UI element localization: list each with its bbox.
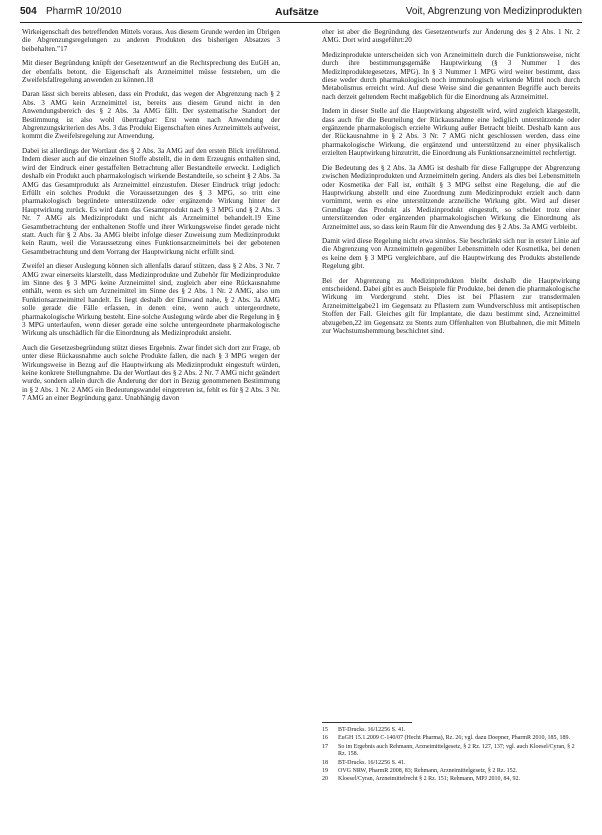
- paragraph: Medizinprodukte unterscheiden sich von Arzneimitteln durch die Funktionsweise, nicht durch ihre bestimmungsgemäße Hauptwirkung (§ 3 Nummer 1 des Medizinproduktegesetzes, MPG). In § 3 Nummer 1 MPG wird weiter bestimmt, dass diese weder durch pharmakologisch noch immunologisch wirkende Mittel noch durch Metabolismus erreicht wird. Auf diese Weise sind die genannten Begriffe auch bereits nach derzeit geltendem Recht maßgeblich für die Einordnung als Arzneimittel.: [322, 50, 580, 101]
- page-header: [20, 4, 582, 22]
- footnotes: [322, 727, 580, 785]
- footnote: [322, 735, 580, 742]
- paragraph: Auch die Gesetzesbegründung stützt dieses Ergebnis. Zwar findet sich dort zur Frage, ob unter diese Rückausnahme auch solche Produkte fallen, die nach § 3 MPG wegen der Wirkungsweise in Bezug auf die Hauptwirkung als Medizinprodukt eingestuft würden, keine konkrete Stellungnahme. Da der Wortlaut des § 2 Abs. 2 Nr. 7 AMG nicht geändert wurde, sondern allein durch die Änderung der dort in Bezug genommenen Bestimmung in § 2 Abs. 1 Nr. 2 AMG ein Bedeutungswandel eingetreten ist, fehlt es für § 2 Abs. 3 Nr. 7 AMG an einer Begründung ganz. Unabhängig davon: [22, 343, 280, 403]
- paragraph: eher ist aber die Begründung des Gesetzentwurfs zur Änderung des § 2 Abs. 1 Nr. 2 AMG. Dort wird ausgeführt:20: [322, 28, 580, 45]
- footnote-number: 17: [322, 743, 328, 750]
- footnote-text: BT-Drucks. 16/12256 S. 41.: [338, 759, 406, 766]
- footnote-number: 19: [322, 768, 328, 775]
- paragraph: Zweifel an dieser Auslegung können sich allenfalls darauf stützen, dass § 2 Abs. 3 Nr. 7 AMG zwar einerseits klarstellt, dass Medizinprodukte und Zubehör für Medizinprodukte im Sinne des § 3 MPG keine Arzneimittel sind, zugleich aber eine Rückausnahme enthält, wenn es sich um Arzneimittel im Sinne des § 2 Abs. 1 Nr. 2 AMG, also um Funktionsarzneimittel handelt. Es liegt deshalb der Einwand nahe, § 2 Abs. 3a AMG solle gerade die Fälle erfassen, in denen eine, wenn auch untergeordnete, pharmakologische Wirkung besteht. Eine solche Auslegung würde aber die Regelung in § 3 MPG unterlaufen, wenn dieser gerade eine solche untergeordnete pharmakologische Wirkung als unschädlich für die Einordnung als Medizinprodukt ansieht.: [22, 262, 280, 338]
- paragraph: Mit dieser Begründung knüpft der Gesetzentwurf an die Rechtsprechung des EuGH an, der ebenfalls betont, die Eigenschaft als Arzneimittel müsse feststehen, um die Zweifelsfallregelung anwenden zu können.18: [22, 59, 280, 85]
- footnote-text: Kloesel/Cyran, Arzneimittelrecht § 2 Rz. 151; Rehmann, MPJ 2010, 84, 92.: [338, 776, 520, 783]
- right-column: [322, 28, 580, 341]
- footnote-rule: [322, 722, 412, 723]
- page-number: 504: [20, 6, 37, 17]
- paragraph: Die Bedeutung des § 2 Abs. 3a AMG ist deshalb für diese Fallgruppe der Abgrenzung zwischen Medizinprodukten und Arzneimitteln gering. Anders als dies bei Lebensmitteln oder Kosmetika der Fall ist, enthält § 3 MPG selbst eine Regelung, die auf die Hauptwirkung abstellt und eine Zuordnung zum Medizinprodukt erzielt auch dann vornimmt, wenn es eine unterstützende arzneiliche Wirkung gibt. Wird auf dieser Grundlage das Produkt als Medizinprodukt eingestuft, so scheidet trotz einer unterstützenden oder ergänzenden pharmakologischen Wirkung die Einordnung als Arzneimittel aus, so dass kein Raum für die Anwendung des § 2 Abs. 3a AMG verbleibt.: [322, 163, 580, 231]
- footnote: [322, 760, 580, 767]
- paragraph: Bei der Abgrenzung zu Medizinprodukten bleibt deshalb die Hauptwirkung entscheidend. Dabei gibt es auch Beispiele für Produkte, bei denen die pharmakologische Wirkung im Vordergrund steht. Dies ist bei Pflastern zur transdermalen Arzneimittelgabe21 im Gegensatz zu Pflastern zum Wundverschluss mit antiseptischen Stoffen der Fall. Gleiches gilt für Implantate, die dazu bestimmt sind, Arzneimittel abzugeben,22 im Gegensatz zu Stents zum Offenhalten von Blutbahnen, die mit Mitteln zur Wachstumshemmung beschichtet sind.: [322, 276, 580, 335]
- left-column: [22, 28, 280, 409]
- footnote-text: BT-Drucks. 16/12256 S. 41.: [338, 727, 406, 733]
- footnote-number: 20: [322, 776, 328, 783]
- footnote: [322, 776, 580, 783]
- paragraph: Dabei ist allerdings der Wortlaut des § 2 Abs. 3a AMG auf den ersten Blick irreführend. Indem dieser auch auf die einzelnen Stoffe abstellt, die in dem Erzeugnis enthalten sind, wird der Eindruck einer gestaffelten Betrachtung aller Bestandteile erweckt. Lediglich deshalb ein Produkt auch pharmakologisch wirkende Bestandteile, so scheint § 2 Abs. 3a AMG das Gesamtprodukt als Arzneimittel einzustufen. Dieser Eindruck trügt jedoch: Erfüllt ein solches Produkt die Voraussetzungen des § 3 MPG, so tritt eine pharmakologisch begründete unterstützende oder ergänzende Wirkung hinter der Hauptwirkung zurück. Es wird dann das Gesamtprodukt nach § 3 MPG und § 2 Abs. 3 Nr. 7 AMG als Medizinprodukt und nicht als Arzneimittel behandelt.19 Eine Gesamtbetrachtung der enthaltenen Stoffe und ihrer Wirkungsweise findet gerade nicht statt. Auch für § 2 Abs. 3a AMG bleibt infolge dieser Zuweisung zum Medizinprodukt kein Raum, weil die Voraussetzung eines Funktionsarzneimittels bei der gebotenen Gesamtbetrachtung und dem Vorrang der Hauptwirkung nicht erfüllt sind.: [22, 146, 280, 256]
- journal-name: PharmR 10/2010: [46, 6, 122, 17]
- footnote-text: EuGH 15.1.2009 C-140/07 (Hecht Pharma), Rz. 26; vgl. dazu Doepner, PharmR 2010, 185, 189.: [338, 735, 571, 742]
- footnote-number: 16: [322, 735, 328, 742]
- paragraph: Damit wird diese Regelung nicht etwa sinnlos. Sie beschränkt sich nur in erster Linie auf die Abgrenzung von Arzneimitteln gegenüber Lebensmitteln oder Kosmetika, bei denen es keine dem § 3 MPG vergleichbare, auf die Hauptwirkung des Produkts abstellende Regelung gibt.: [322, 236, 580, 271]
- running-title: Voit, Abgrenzung von Medizinprodukten: [405, 6, 582, 17]
- section-title: Aufsätze: [275, 6, 319, 18]
- paragraph: Daran lässt sich bereits ablesen, dass ein Produkt, das wegen der Abgrenzung nach § 2 Abs. 3 AMG kein Arzneimittel ist, bereits aus diesem Grund nicht in den Anwendungsbereich des § 2 Abs. 3a AMG fällt. Der systematische Standort der Bestimmung ist also wohl übertragbar: Erst wenn nach Anwendung der Abgrenzungskriterien des Abs. 3 das Produkt Eigenschaften eines Arzneimittels aufweist, kommt die Zweifelsregelung zur Anwendung.: [22, 90, 280, 141]
- footnote: [322, 768, 580, 775]
- footnote: [322, 727, 580, 734]
- paragraph: Indem in dieser Stelle auf die Hauptwirkung abgestellt wird, wird zugleich klargestellt, dass auch für die Beurteilung der Rückausnahme eine lediglich unterstützende oder ergänzende pharmakologisch erzielte Wirkung außer Betracht bleibt. Deshalb kann aus der Rückausnahme in § 2 Abs. 3 Nr. 7 AMG nicht geschlossen werden, dass eine pharmakologische Wirkung, die ergänzend und unterstützend zu einer physikalisch erzielten Hauptwirkung hinzutritt, die Einordnung als Funktionsarzneimittel rechtfertigt.: [322, 107, 580, 158]
- header-rule: [20, 22, 582, 23]
- paragraph: Wirkeigenschaft des betreffenden Mittels voraus. Aus diesem Grunde werden im Übrigen die Abgrenzungsregelungen zu anderen Produkten des bisherigen Absatzes 3 beibehalten.”17: [22, 28, 280, 53]
- footnote-text: OVG NRW, PharmR 2008, 83; Rehmann, Arzneimittelgesetz, § 2 Rz. 152.: [338, 768, 518, 775]
- footnote: [322, 744, 580, 759]
- footnote-number: 15: [322, 727, 328, 733]
- footnote-number: 18: [322, 759, 328, 766]
- footnote-text: So im Ergebnis auch Rehmann, Arzneimittelgesetz, § 2 Rz. 127, 137; vgl. auch Kloesel/Cyran, § 2 Rz. 158.: [338, 743, 575, 758]
